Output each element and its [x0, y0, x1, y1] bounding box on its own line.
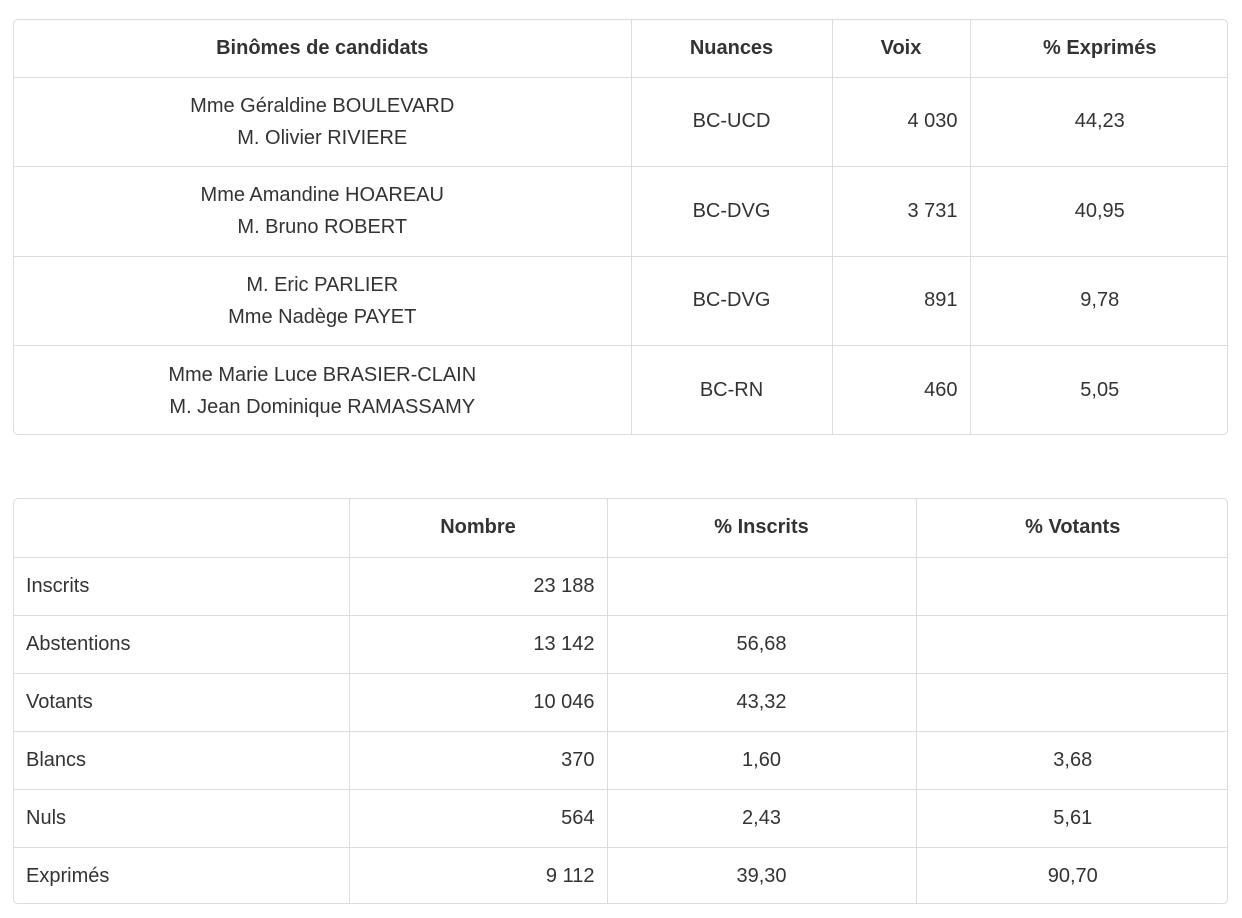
stat-label: Votants [14, 673, 349, 731]
table-row [14, 731, 1228, 789]
table-row [14, 673, 1228, 731]
candidates-table-container [13, 19, 1228, 435]
stats-table [14, 499, 1228, 904]
candidate-name: Mme Marie Luce BRASIER-CLAIN [168, 363, 477, 386]
header-binomes: Binômes de candidats [14, 20, 631, 77]
candidate-name: M. Jean Dominique RAMASSAMY [169, 395, 476, 418]
table-row [14, 789, 1228, 847]
candidate-names [14, 256, 631, 346]
header-voix: Voix [832, 20, 970, 77]
candidate-name: M. Eric PARLIER [246, 273, 399, 296]
stat-label: Abstentions [14, 615, 349, 673]
pct-exprimes-cell: 40,95 [970, 167, 1228, 257]
candidate-names [14, 167, 631, 257]
voix-cell: 460 [832, 346, 970, 436]
stats-table-container [13, 498, 1228, 904]
nuance-cell: BC-DVG [631, 256, 832, 346]
table-row [14, 615, 1228, 673]
pct-exprimes-cell: 5,05 [1080, 379, 1120, 401]
candidate-name: M. Bruno ROBERT [237, 216, 408, 239]
stat-nombre: 564 [349, 789, 607, 847]
table-row [14, 346, 1228, 436]
nuance-cell: BC-DVG [631, 167, 832, 257]
stat-nombre: 10 046 [349, 673, 607, 731]
stat-pct-inscrits: 56,68 [607, 615, 916, 673]
candidates-header-row [14, 20, 1228, 77]
header-nuances: Nuances [631, 20, 832, 77]
candidate-name: M. Olivier RIVIERE [237, 126, 408, 149]
stat-pct-votants: 5,61 [916, 789, 1228, 847]
header-nombre: Nombre [349, 499, 607, 557]
candidates-table [14, 20, 1228, 435]
stat-pct-votants [916, 557, 1228, 615]
stat-pct-inscrits: 39,30 [607, 847, 916, 904]
candidate-names [14, 346, 631, 436]
table-row [14, 256, 1228, 346]
pct-exprimes-cell: 9,78 [970, 256, 1228, 346]
stat-pct-inscrits: 1,60 [607, 731, 916, 789]
stat-pct-inscrits [607, 557, 916, 615]
stat-pct-inscrits: 43,32 [607, 673, 916, 731]
header-blank [14, 499, 349, 557]
table-row [14, 167, 1228, 257]
stat-nombre: 370 [349, 731, 607, 789]
table-row [14, 847, 1228, 904]
stat-nombre: 13 142 [349, 615, 607, 673]
table-row [14, 77, 1228, 167]
stat-pct-votants [916, 673, 1228, 731]
nuance-cell: BC-UCD [631, 77, 832, 167]
voix-cell: 891 [832, 256, 970, 346]
stat-label: Nuls [14, 789, 349, 847]
table-row [14, 557, 1228, 615]
stat-nombre: 23 188 [349, 557, 607, 615]
stat-pct-votants [916, 615, 1228, 673]
header-pct-exprimes: % Exprimés [970, 20, 1228, 77]
stat-label: Exprimés [14, 847, 349, 904]
stat-pct-votants: 3,68 [916, 731, 1228, 789]
stat-label: Blancs [14, 731, 349, 789]
header-pct-inscrits: % Inscrits [607, 499, 916, 557]
stats-header-row [14, 499, 1228, 557]
header-pct-votants: % Votants [916, 499, 1228, 557]
stat-label: Inscrits [14, 557, 349, 615]
candidate-name: Mme Géraldine BOULEVARD [190, 94, 455, 117]
pct-exprimes-cell: 44,23 [970, 77, 1228, 167]
stat-nombre: 9 112 [349, 847, 607, 904]
candidate-name: Mme Amandine HOAREAU [200, 184, 444, 207]
voix-cell: 3 731 [832, 167, 970, 257]
voix-cell: 4 030 [832, 77, 970, 167]
stat-pct-inscrits: 2,43 [607, 789, 916, 847]
candidate-name: Mme Nadège PAYET [228, 305, 417, 328]
stat-pct-votants: 90,70 [1047, 864, 1098, 887]
candidate-names [14, 77, 631, 167]
nuance-cell: BC-RN [631, 346, 832, 436]
